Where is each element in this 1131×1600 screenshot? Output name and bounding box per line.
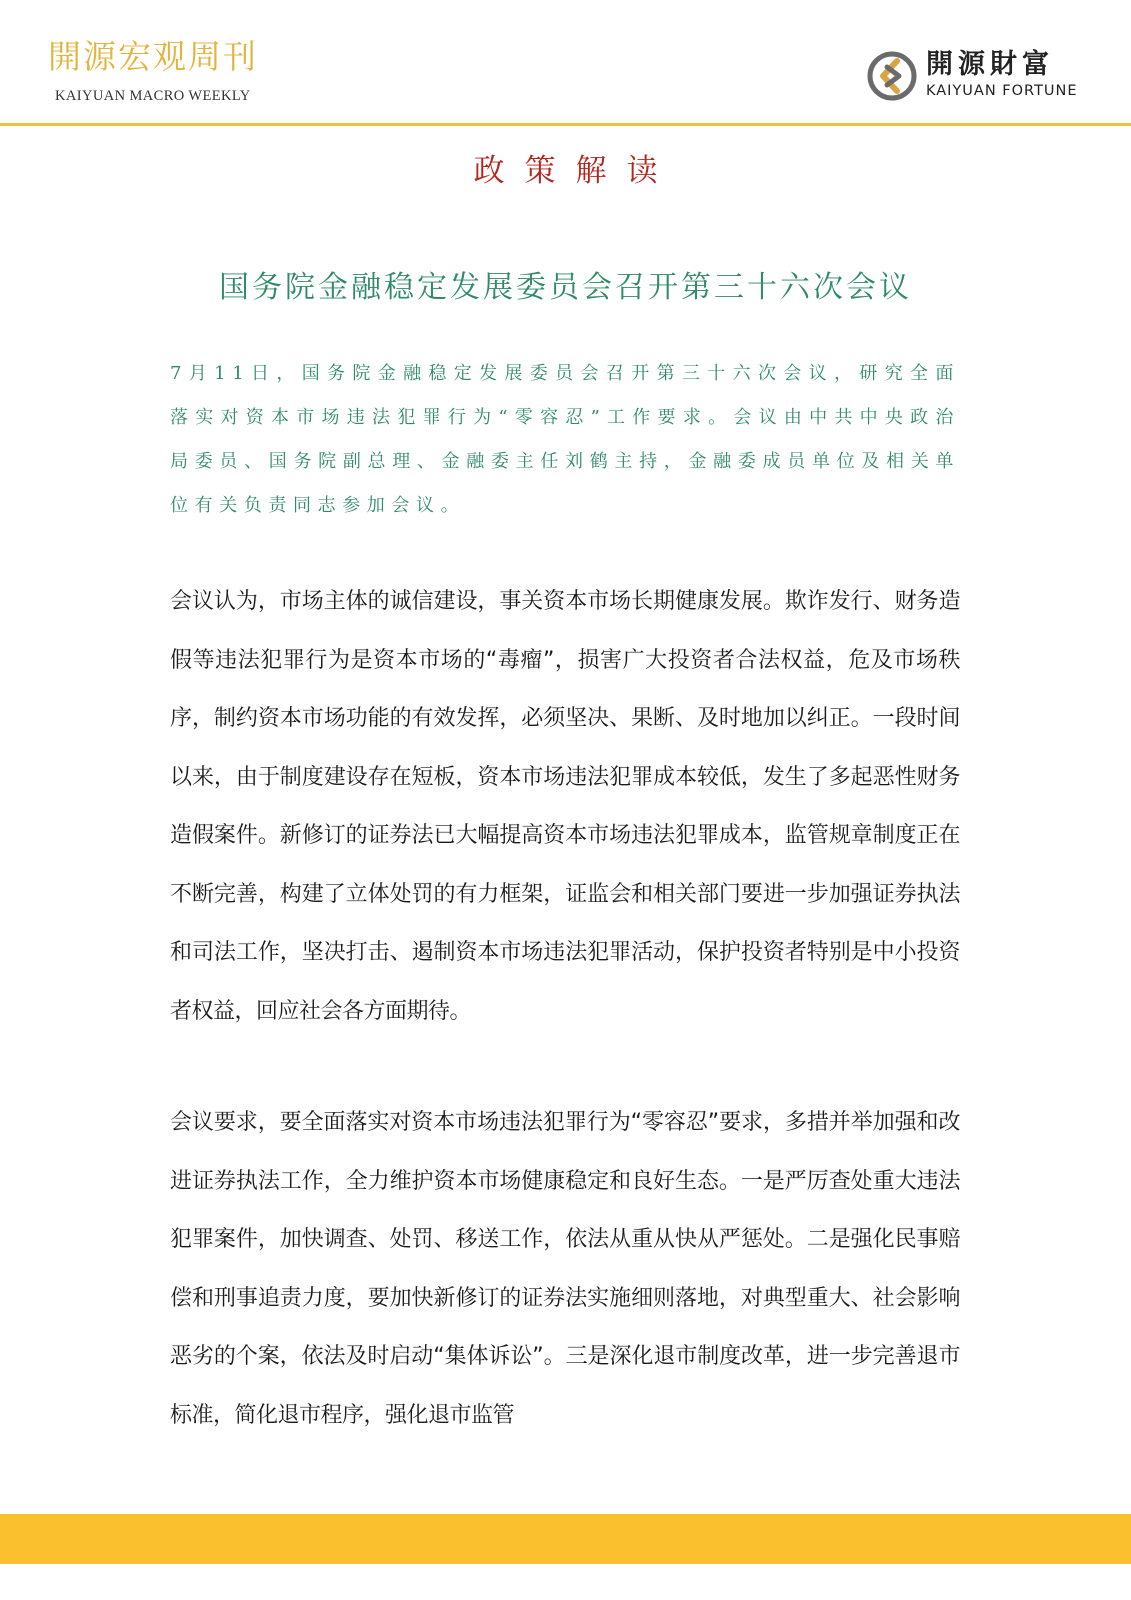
- logo-text-cn: 開源財富: [926, 49, 1054, 80]
- body-paragraph-2: 会议要求，要全面落实对资本市场违法犯罪行为“零容忍”要求，多措并举加强和改进证券执法工作，全力维护资本市场健康稳定和良好生态。一是严厉查处重大违法犯罪案件，加快调查、处罚、移送工作，依法从重从快从严惩处。二是强化民事赔偿和刑事追责力度，要加快新修订的证券法实施细则落地，对典型重大、社会影响恶劣的个案，依法及时启动“集体诉讼”。三是深化退市制度改革，进一步完善退市标准，简化退市程序，强化退市监管: [170, 1110, 960, 1428]
- header-brand-subtitle: KAIYUAN MACRO WEEKLY: [55, 88, 251, 104]
- kaiyuan-fortune-logo: [866, 50, 1086, 106]
- article-title: 国务院金融稳定发展委员会召开第三十六次会议: [219, 270, 912, 305]
- kaiyuan-logo-icon: [866, 50, 918, 102]
- section-label: 政策解读: [473, 153, 678, 189]
- article-summary: 7月11日，国务院金融稳定发展委员会召开第三十六次会议，研究全面落实对资本市场违法犯罪行为“零容忍”工作要求。会议由中共中央政治局委员、国务院副总理、金融委主任刘鹤主持，金融委成员单位及相关单位有关负责同志参加会议。: [170, 363, 960, 516]
- footer-bar: [0, 1514, 1131, 1564]
- body-paragraph-1: 会议认为，市场主体的诚信建设，事关资本市场长期健康发展。欺诈发行、财务造假等违法犯罪行为是资本市场的“毒瘤”，损害广大投资者合法权益，危及市场秩序，制约资本市场功能的有效发挥，必须坚决、果断、及时地加以纠正。一段时间以来，由于制度建设存在短板，资本市场违法犯罪成本较低，发生了多起恶性财务造假案件。新修订的证券法已大幅提高资本市场违法犯罪成本，监管规章制度正在不断完善，构建了立体处罚的有力框架，证监会和相关部门要进一步加强证券执法和司法工作，坚决打击、遏制资本市场违法犯罪活动，保护投资者特别是中小投资者权益，回应社会各方面期待。: [170, 589, 960, 1024]
- logo-text-en: KAIYUAN FORTUNE: [926, 83, 1078, 99]
- header-divider: [0, 123, 1131, 126]
- header-brand-title: 開源宏观周刊: [48, 37, 258, 76]
